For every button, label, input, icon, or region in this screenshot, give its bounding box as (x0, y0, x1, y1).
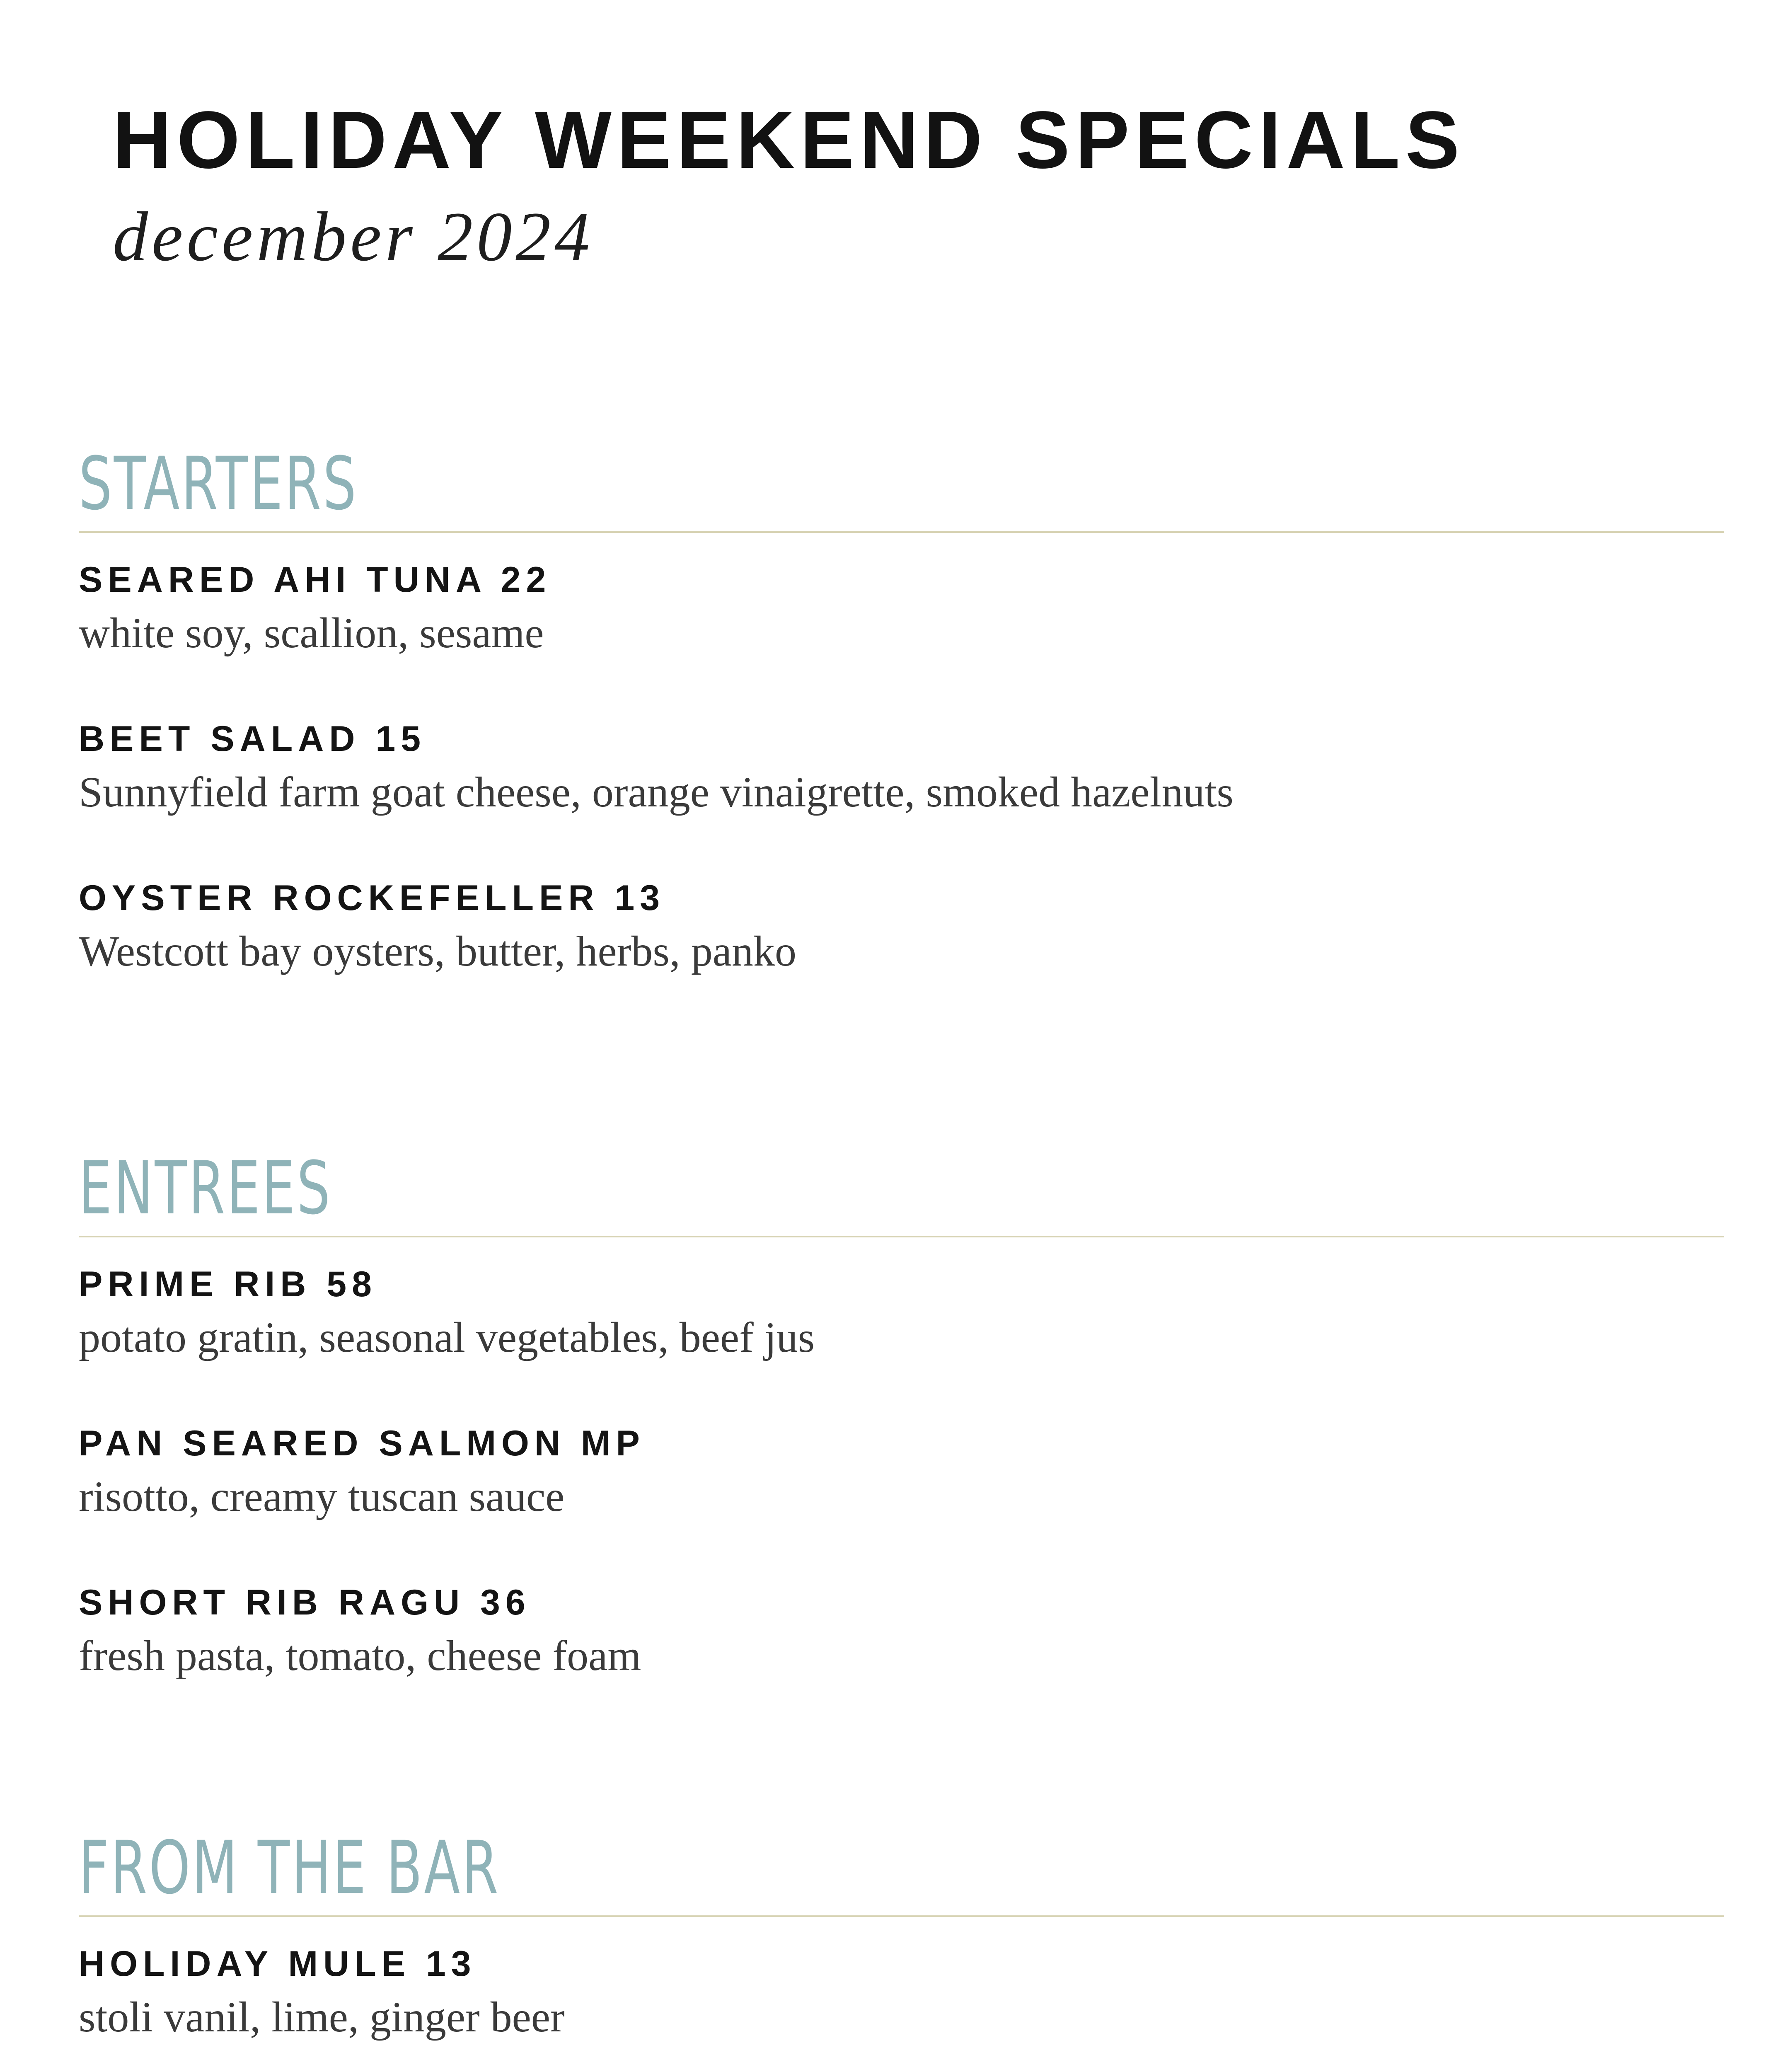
item-name: OYSTER ROCKEFELLER 13 (79, 878, 665, 918)
item-name: HOLIDAY MULE 13 (79, 1944, 477, 1984)
page-subtitle: december 2024 (113, 198, 594, 276)
item-description: Sunnyfield farm goat cheese, orange vinaigrette, smoked hazelnuts (79, 768, 1234, 816)
menu-item (79, 562, 1724, 655)
item-description: stoli vanil, lime, ginger beer (79, 1993, 565, 2041)
section-divider (79, 531, 1724, 533)
item-description: potato gratin, seasonal vegetables, beef jus (79, 1314, 815, 1361)
item-name: BEET SALAD 15 (79, 719, 426, 759)
section-title: FROM THE BAR (79, 1825, 500, 1910)
menu-header (113, 94, 1465, 276)
item-description: white soy, scallion, sesame (79, 609, 544, 657)
menu-item (79, 721, 1724, 814)
section-title: ENTREES (79, 1146, 332, 1231)
menu-item (79, 880, 1724, 973)
section-title: STARTERS (79, 441, 358, 526)
item-name: PRIME RIB 58 (79, 1264, 377, 1304)
menu-item (79, 1266, 1724, 1359)
menu-item (79, 1423, 1724, 1520)
section-entrees (79, 1146, 1724, 1680)
page-title: HOLIDAY WEEKEND SPECIALS (113, 94, 1465, 185)
menu-item (79, 1946, 1724, 2039)
item-name: SEARED AHI TUNA 22 (79, 560, 552, 600)
item-description: risotto, creamy tuscan sauce (79, 1473, 565, 1520)
section-divider (79, 1915, 1724, 1917)
item-description: fresh pasta, tomato, cheese foam (79, 1632, 641, 1680)
item-name: SHORT RIB RAGU 36 (79, 1583, 531, 1622)
section-starters (79, 441, 1724, 975)
section-from-the-bar (79, 1825, 1724, 2072)
item-description: Westcott bay oysters, butter, herbs, panko (79, 927, 796, 975)
item-name: PAN SEARED SALMON MP (79, 1423, 645, 1463)
section-divider (79, 1236, 1724, 1237)
menu-item (79, 1583, 1724, 1680)
